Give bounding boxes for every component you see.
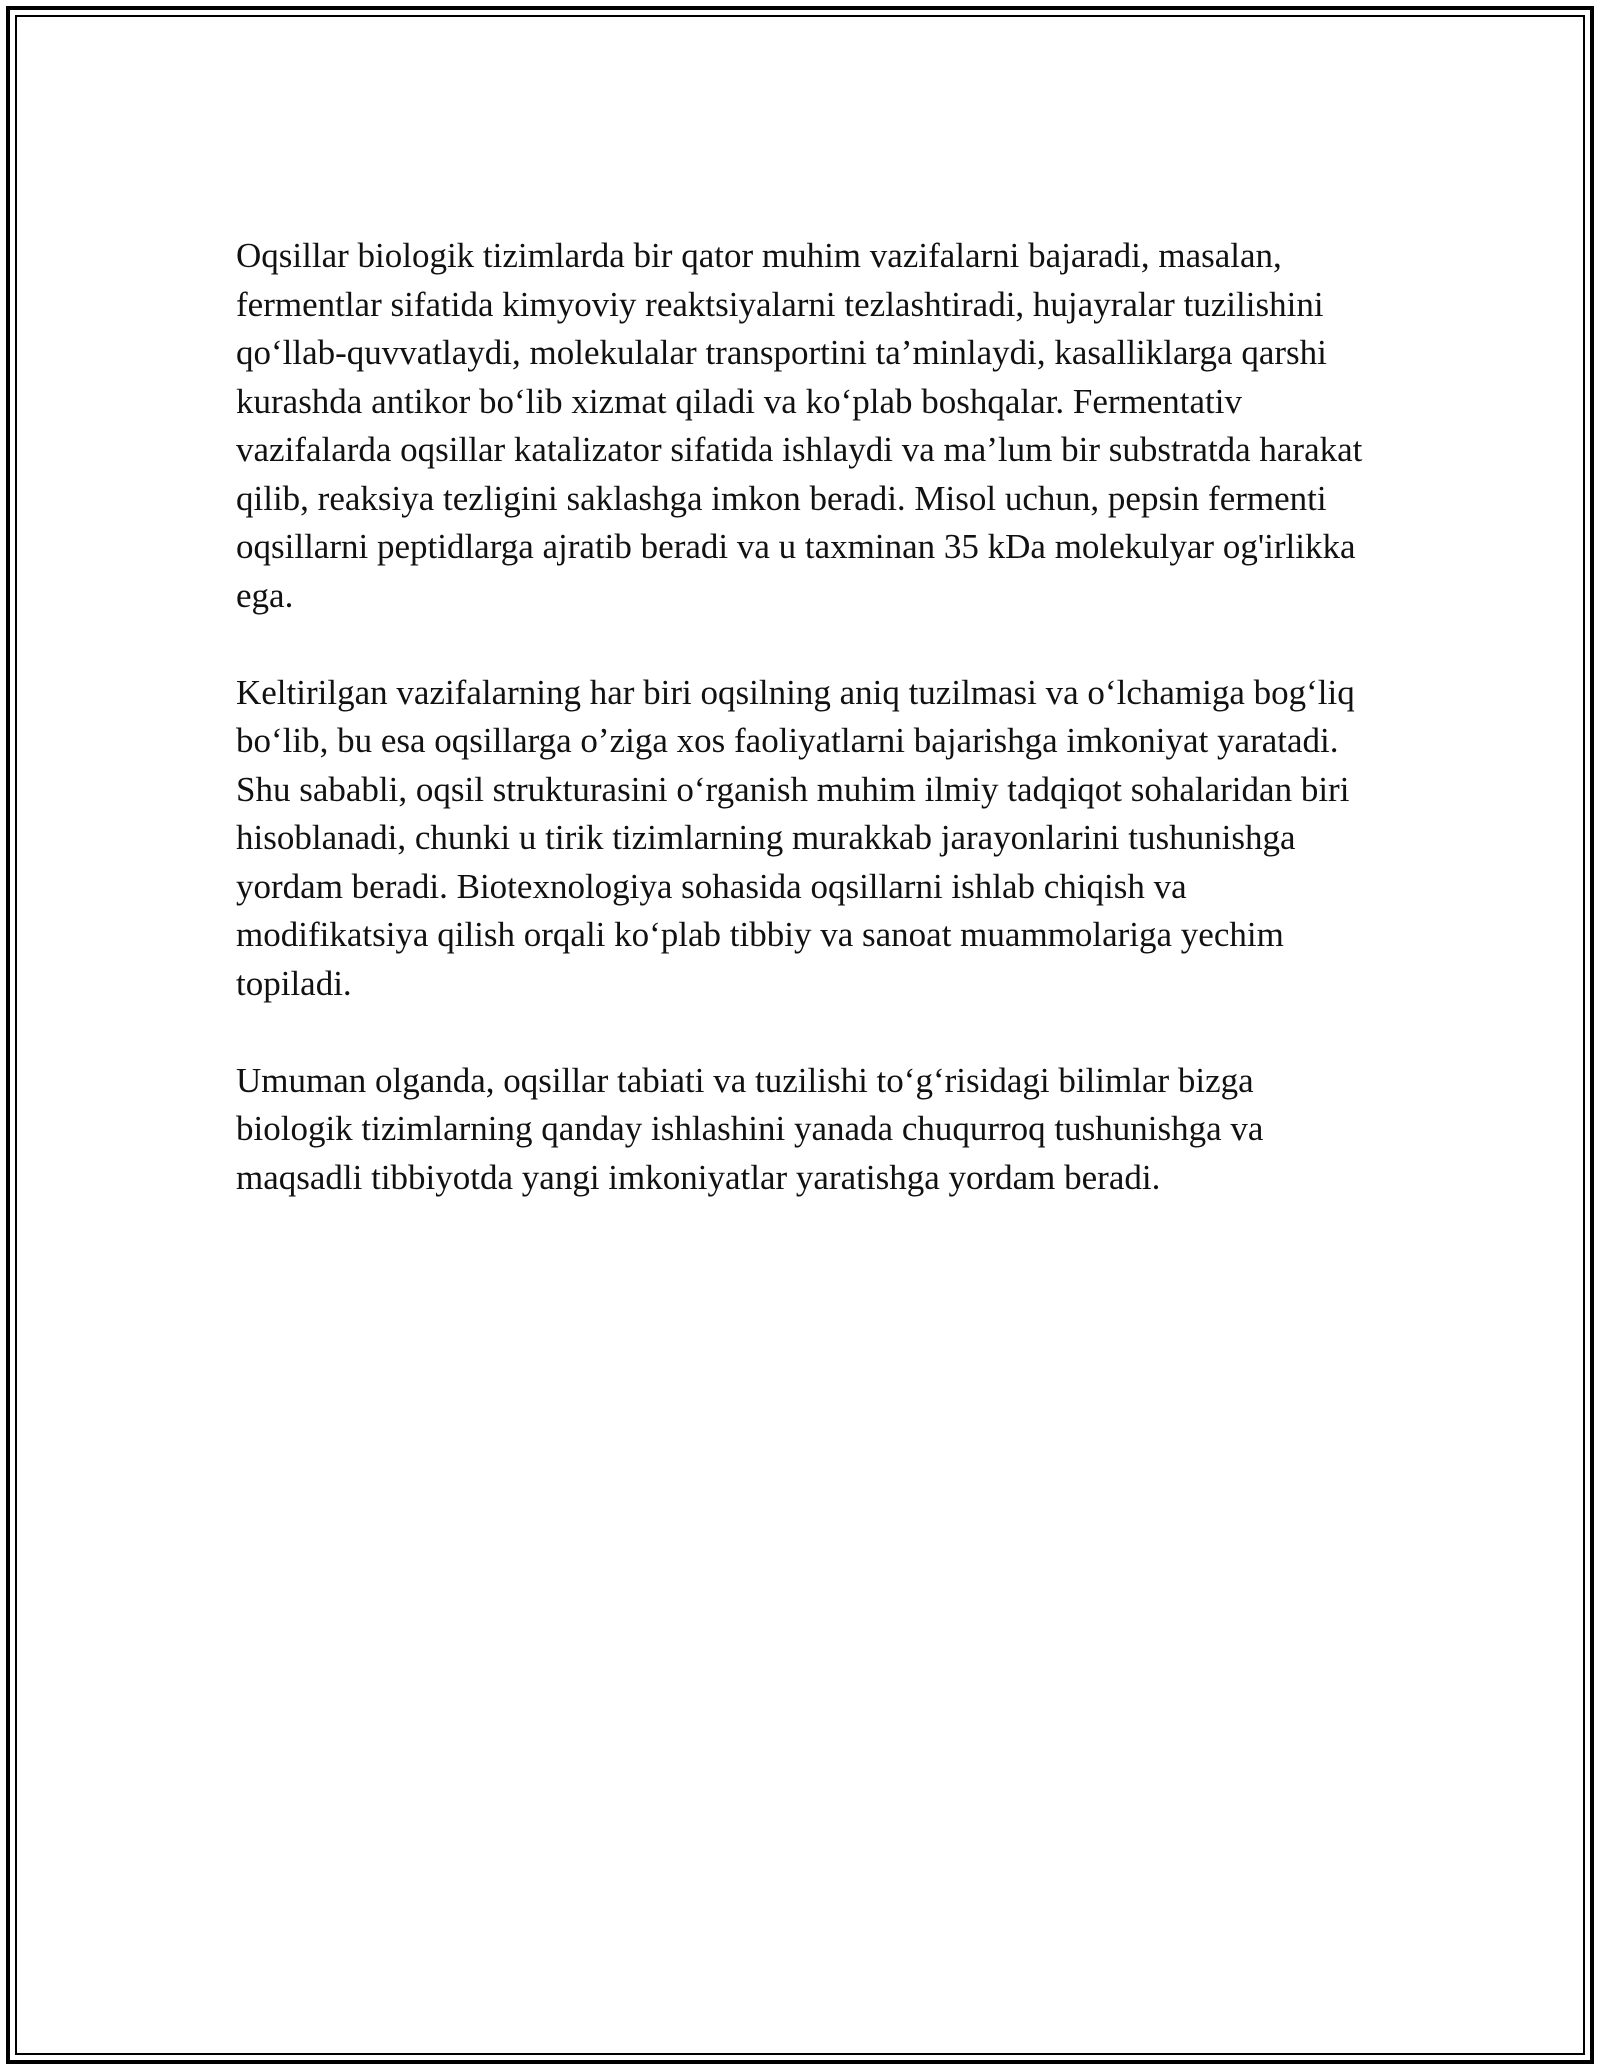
document-body	[236, 232, 1366, 1251]
paragraph-1: Oqsillar biologik tizimlarda bir qator muhim vazifalarni bajaradi, masalan, fermentlar sifatida kimyoviy reaktsiyalarni tezlashtiradi, hujayralar tuzilishini qo‘llab-quvvatlaydi, molekulalar transportini ta’minlaydi, kasalliklarga qarshi kurashda antikor bo‘lib xizmat qiladi va ko‘plab boshqalar. Fermentativ vazifalarda oqsillar katalizator sifatida ishlaydi va ma’lum bir substratda harakat qilib, reaksiya tezligini saklashga imkon beradi. Misol uchun, pepsin fermenti oqsillarni peptidlarga ajratib beradi va u taxminan 35 kDa molekulyar og'irlikka ega.	[236, 236, 1363, 615]
paragraph-3: Umuman olganda, oqsillar tabiati va tuzilishi to‘g‘risidagi bilimlar bizga biologik tizimlarning qanday ishlashini yanada chuqurroq tushunishga va maqsadli tibbiyotda yangi imkoniyatlar yaratishga yordam beradi.	[236, 1060, 1264, 1197]
paragraph-2: Keltirilgan vazifalarning har biri oqsilning aniq tuzilmasi va o‘lchamiga bog‘liq bo‘lib, bu esa oqsillarga o’ziga xos faoliyatlarni bajarishga imkoniyat yaratadi. Shu sababli, oqsil strukturasini o‘rganish muhim ilmiy tadqiqot sohalaridan biri hisoblanadi, chunki u tirik tizimlarning murakkab jarayonlarini tushunishga yordam beradi. Biotexnologiya sohasida oqsillarni ishlab chiqish va modifikatsiya qilish orqali ko‘plab tibbiy va sanoat muammolariga yechim topiladi.	[236, 672, 1355, 1003]
